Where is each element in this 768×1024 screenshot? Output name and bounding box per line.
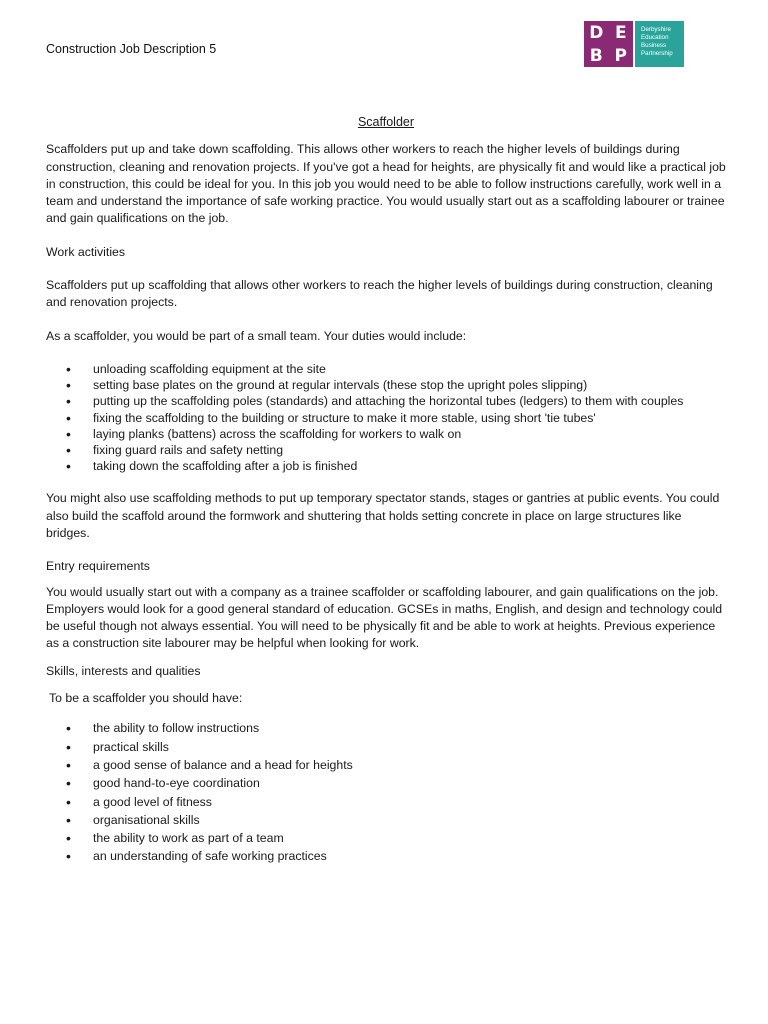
list-item: • fixing the scaffolding to the building or structure to make it more stable, using short 'tie tubes' — [46, 410, 726, 426]
duties-list — [46, 361, 726, 474]
list-item: • a good level of fitness — [46, 793, 726, 811]
logo-line: Business — [641, 42, 667, 49]
list-item: • unloading scaffolding equipment at the site — [46, 361, 726, 377]
list-item: • an understanding of safe working practices — [46, 847, 726, 865]
list-item: • good hand-to-eye coordination — [46, 774, 726, 792]
logo-letter: E — [614, 22, 627, 43]
list-item: • putting up the scaffolding poles (standards) and attaching the horizontal tubes (ledgers) to them with couples — [46, 393, 726, 409]
logo-line: Derbyshire — [641, 26, 671, 33]
work-paragraph-3: You might also use scaffolding methods to put up temporary spectator stands, stages or gantries at public events. You could also build the scaffold around the formwork and shuttering that holds setting concrete in place on large structures like bridges. — [46, 491, 720, 540]
list-item: • fixing guard rails and safety netting — [46, 442, 726, 458]
intro-paragraph: Scaffolders put up and take down scaffolding. This allows other workers to reach the higher levels of buildings during construction, cleaning and renovation projects. If you've got a head for heights, are physically fit and would like a practical job in construction, this could be ideal for you. In this job you would need to be able to follow instructions carefully, work well in a team and understand the importance of safe working practice. You would usually start out as a scaffolding labourer or trainee and gain qualifications on the job. — [46, 142, 726, 226]
work-activities-heading: Work activities — [46, 244, 126, 259]
entry-paragraph: You would usually start out with a company as a trainee scaffolder or scaffolding labourer, and gain qualifications on the job. Employers would look for a good general standard of education. GCSEs in maths, English, and design and technology could be useful though not always essential. You will need to be physically fit and be able to work at heights. Previous experience as a construction site labourer may be helpful when looking for work. — [46, 584, 723, 651]
skills-intro: To be a scaffolder you should have: — [49, 691, 243, 706]
list-item: • a good sense of balance and a head for heights — [46, 756, 726, 774]
list-item: • organisational skills — [46, 811, 726, 829]
list-item: • setting base plates on the ground at regular intervals (these stop the upright poles slipping) — [46, 377, 726, 393]
logo-line: Partnership — [641, 50, 673, 57]
skills-list — [46, 719, 726, 865]
list-item: • the ability to work as part of a team — [46, 829, 726, 847]
list-item: • taking down the scaffolding after a job is finished — [46, 458, 726, 474]
work-paragraph-1: Scaffolders put up scaffolding that allows other workers to reach the higher levels of buildings during construction, cleaning and renovation projects. — [46, 278, 713, 310]
debp-logo — [584, 21, 684, 67]
document-body — [46, 114, 726, 882]
document-title: Scaffolder — [357, 115, 415, 129]
work-paragraph-2: As a scaffolder, you would be part of a small team. Your duties would include: — [46, 328, 467, 343]
logo-wordmark — [635, 21, 684, 67]
list-item: • laying planks (battens) across the scaffolding for workers to walk on — [46, 426, 726, 442]
logo-letter: P — [614, 45, 627, 66]
list-item: • practical skills — [46, 738, 726, 756]
logo-letter: B — [589, 45, 603, 66]
entry-requirements-heading: Entry requirements — [46, 559, 150, 574]
list-item: • the ability to follow instructions — [46, 719, 726, 737]
header-title: Construction Job Description 5 — [46, 42, 217, 56]
logo-letter: D — [589, 22, 604, 43]
logo-line: Education — [641, 34, 669, 41]
logo-letters — [584, 21, 633, 67]
skills-heading: Skills, interests and qualities — [46, 663, 201, 678]
